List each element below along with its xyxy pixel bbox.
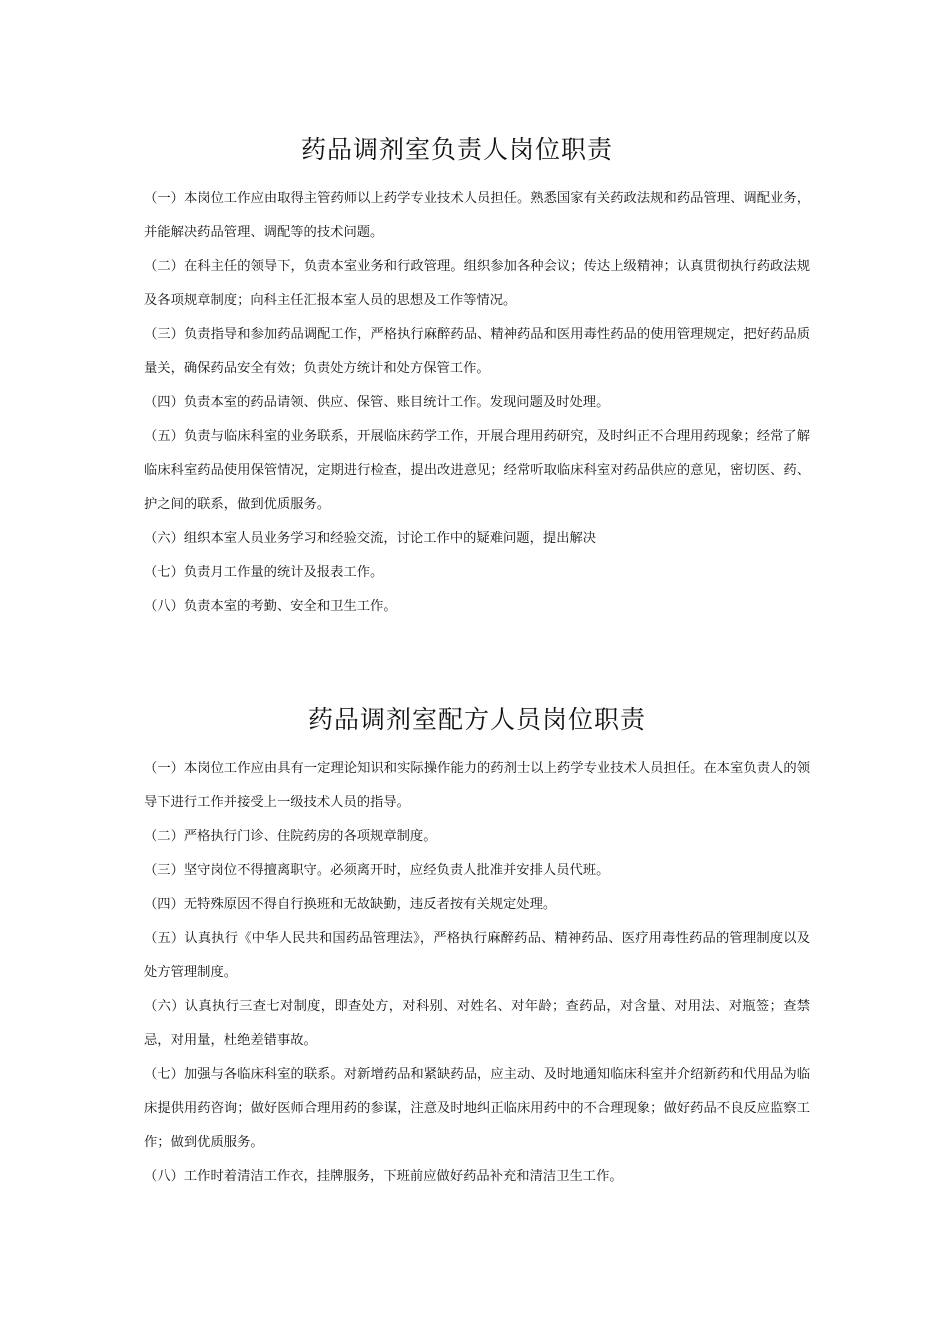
section-title: 药品调剂室负责人岗位职责 <box>300 135 613 164</box>
section-dispensing-staff-duties <box>144 700 810 1194</box>
duty-item-6: （六）认真执行三查七对制度，即查处方，对科别、对姓名、对年龄；查药品，对含量、对用法、对瓶签；查禁忌，对用量，杜绝差错事故。 <box>144 999 810 1048</box>
duty-item-8: （八）工作时着清洁工作衣，挂牌服务，下班前应做好药品补充和清洁卫生工作。 <box>144 1169 623 1184</box>
duty-item-8: （八）负责本室的考勤、安全和卫生工作。 <box>144 599 397 614</box>
duty-item-1: （一）本岗位工作应由具有一定理论知识和实际操作能力的药剂士以上药学专业技术人员担任。在本室负责人的领导下进行工作并接受上一级技术人员的指导。 <box>144 761 810 810</box>
duty-item-5: （五）认真执行《中华人民共和国药品管理法》，严格执行麻醉药品、精神药品、医疗用毒性药品的管理制度以及处方管理制度。 <box>144 931 810 980</box>
duty-item-3: （三）坚守岗位不得擅离职守。必须离开时，应经负责人批准并安排人员代班。 <box>144 863 610 878</box>
duty-item-5: （五）负责与临床科室的业务联系，开展临床药学工作，开展合理用药研究，及时纠正不合理用药现象；经常了解临床科室药品使用保管情况，定期进行检查，提出改进意见；经常听取临床科室对药品供应的意见，密切医、药、护之间的联系，做到优质服务。 <box>144 429 810 512</box>
duty-item-1: （一）本岗位工作应由取得主管药师以上药学专业技术人员担任。熟悉国家有关药政法规和药品管理、调配业务，并能解决药品管理、调配等的技术问题。 <box>144 191 810 240</box>
duty-item-2: （二）在科主任的领导下，负责本室业务和行政管理。组织参加各种会议；传达上级精神；认真贯彻执行药政法规及各项规章制度；向科主任汇报本室人员的思想及工作等情况。 <box>144 259 810 308</box>
section-title: 药品调剂室配方人员岗位职责 <box>307 705 646 734</box>
duty-item-2: （二）严格执行门诊、住院药房的各项规章制度。 <box>144 829 437 844</box>
duty-item-3: （三）负责指导和参加药品调配工作，严格执行麻醉药品、精神药品和医用毒性药品的使用管理规定，把好药品质量关，确保药品安全有效；负责处方统计和处方保管工作。 <box>144 327 810 376</box>
duty-item-4: （四）无特殊原因不得自行换班和无故缺勤，违反者按有关规定处理。 <box>144 897 557 912</box>
duty-item-7: （七）加强与各临床科室的联系。对新增药品和紧缺药品，应主动、及时地通知临床科室并介绍新药和代用品为临床提供用药咨询；做好医师合理用药的参谋，注意及时地纠正临床用药中的不合理现象；做好药品不良反应监察工作；做到优质服务。 <box>144 1067 810 1150</box>
duty-item-7: （七）负责月工作量的统计及报表工作。 <box>144 565 384 580</box>
duty-item-4: （四）负责本室的药品请领、供应、保管、账目统计工作。发现问题及时处理。 <box>144 395 610 410</box>
duty-item-6: （六）组织本室人员业务学习和经验交流，讨论工作中的疑难问题，提出解决 <box>144 531 597 546</box>
duty-list <box>144 752 810 1194</box>
duty-list <box>144 182 810 624</box>
section-dispensary-head-duties <box>144 130 810 624</box>
